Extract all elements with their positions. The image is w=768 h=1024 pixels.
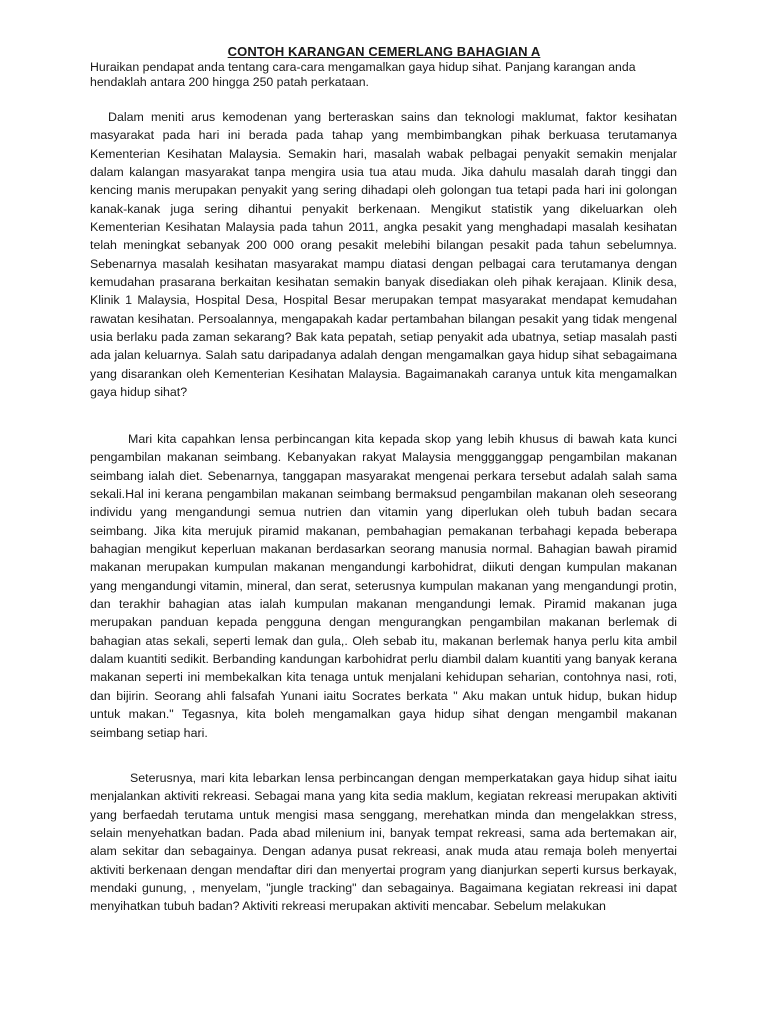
essay-instruction: Huraikan pendapat anda tentang cara-cara mengamalkan gaya hidup sihat. Panjang karangan anda hendaklah antara 200 hingga 250 patah perkataan. [90, 60, 636, 89]
paragraph-intro [90, 108, 677, 402]
paragraph-balanced-diet [90, 430, 677, 742]
paragraph-text: Seterusnya, mari kita lebarkan lensa perbincangan dengan memperkatakan gaya hidup sihat iaitu menjalankan aktiviti rekreasi. Sebagai mana yang kita sedia maklum, kegiatan rekreasi merupakan aktiviti yang berfaedah terutama untuk mengisi masa senggang, merehatkan minda dan mengelakkan stress, selain menyehatkan badan. Pada abad milenium ini, banyak tempat rekreasi, sama ada bertemakan air, alam sekitar dan sebagainya. Dengan adanya pusat rekreasi, anak muda atau remaja boleh menyertai aktiviti berkenaan dengan mendaftar diri dan menyertai program yang dianjurkan seperti kursus berkayak, mendaki gunung, , menyelam, "jungle tracking" dan sebagainya. Bagaimana kegiatan rekreasi ini dapat menyihatkan tubuh badan? Aktiviti rekreasi merupakan aktiviti mencabar. Sebelum melakukan [90, 771, 677, 914]
paragraph-text: Dalam meniti arus kemodenan yang berteraskan sains dan teknologi maklumat, faktor kesihatan masyarakat pada hari ini berada pada tahap yang membimbangkan pihak berkuasa terutamanya Kementerian Kesihatan Malaysia. Semakin hari, masalah wabak pelbagai penyakit semakin menjalar dalam kalangan masyarakat tanpa mengira usia tua atau muda. Jika dahulu masalah darah tinggi dan kencing manis merupakan penyakit yang sering dihadapi oleh golongan tua tetapi pada hari ini golongan kanak-kanak juga sering dihantui penyakit berkenaan. Mengikut statistik yang dikeluarkan oleh Kementerian Kesihatan Malaysia pada tahun 2011, angka pesakit yang menghadapi masalah kesihatan telah meningkat sebanyak 200 000 orang pesakit melebihi bilangan pesakit pada tahun sebelumnya. Sebenarnya masalah kesihatan masyarakat mampu diatasi dengan pelbagai cara terutamanya dengan kemudahan prasarana berkaitan kesihatan semakin banyak disediakan oleh pihak kerajaan. Klinik desa, Klinik 1 Malaysia, Hospital Desa, Hospital Besar merupakan tempat masyarakat mendapat kemudahan rawatan kesihatan. Persoalannya, mengapakah kadar pertambahan bilangan pesakit yang tidak mengenal usia berlaku pada zaman sekarang? Bak kata pepatah, setiap penyakit ada ubatnya, setiap masalah pasti ada jalan keluarnya. Salah satu daripadanya adalah dengan mengamalkan gaya hidup sihat sebagaimana yang disarankan oleh Kementerian Kesihatan Malaysia. Bagaimanakah caranya untuk kita mengamalkan gaya hidup sihat? [90, 110, 677, 400]
paragraph-text: Mari kita capahkan lensa perbincangan kita kepada skop yang lebih khusus di bawah kata kunci pengambilan makanan seimbang. Kebanyakan rakyat Malaysia menggganggap pengambilan makanan seimbang ialah diet. Sebenarnya, tanggapan masyarakat mengenai perkara tersebut adalah salah sama sekali.Hal ini kerana pengambilan makanan seimbang bermaksud pengambilan makanan oleh seseorang individu yang mengandungi semua nutrien dan vitamin yang diperlukan oleh tubuh badan secara seimbang. Jika kita merujuk piramid makanan, pembahagian pemakanan terbahagi kepada beberapa bahagian mengikut keperluan makanan berdasarkan seorang manusia normal. Bahagian bawah piramid makanan merupakan kumpulan makanan mengandungi karbohidrat, diikuti dengan kumpulan makanan yang mengandungi vitamin, mineral, dan serat, seterusnya kumpulan makanan yang mengandungi protin, dan terakhir bahagian atas ialah kumpulan makanan mengandungi lemak. Piramid makanan juga merupakan panduan kepada pengguna dengan mengurangkan pengambilan makanan berlemak di bahagian atas sekali, seperti lemak dan gula,. Oleh sebab itu, makanan berlemak hanya perlu kita ambil dalam kuantiti sedikit. Berbanding kandungan karbohidrat perlu diambil dalam kuantiti yang banyak kerana makanan seperti ini membekalkan kita tenaga untuk menjalani kehidupan seharian, contohnya nasi, roti, dan bijirin. Seorang ahli falsafah Yunani iaitu Socrates berkata " Aku makan untuk hidup, bukan hidup untuk makan." Tegasnya, kita boleh mengamalkan gaya hidup sihat dengan mengambil makanan seimbang setiap hari. [90, 432, 677, 740]
document-title: CONTOH KARANGAN CEMERLANG BAHAGIAN A [227, 44, 541, 59]
paragraph-recreation [90, 769, 677, 916]
